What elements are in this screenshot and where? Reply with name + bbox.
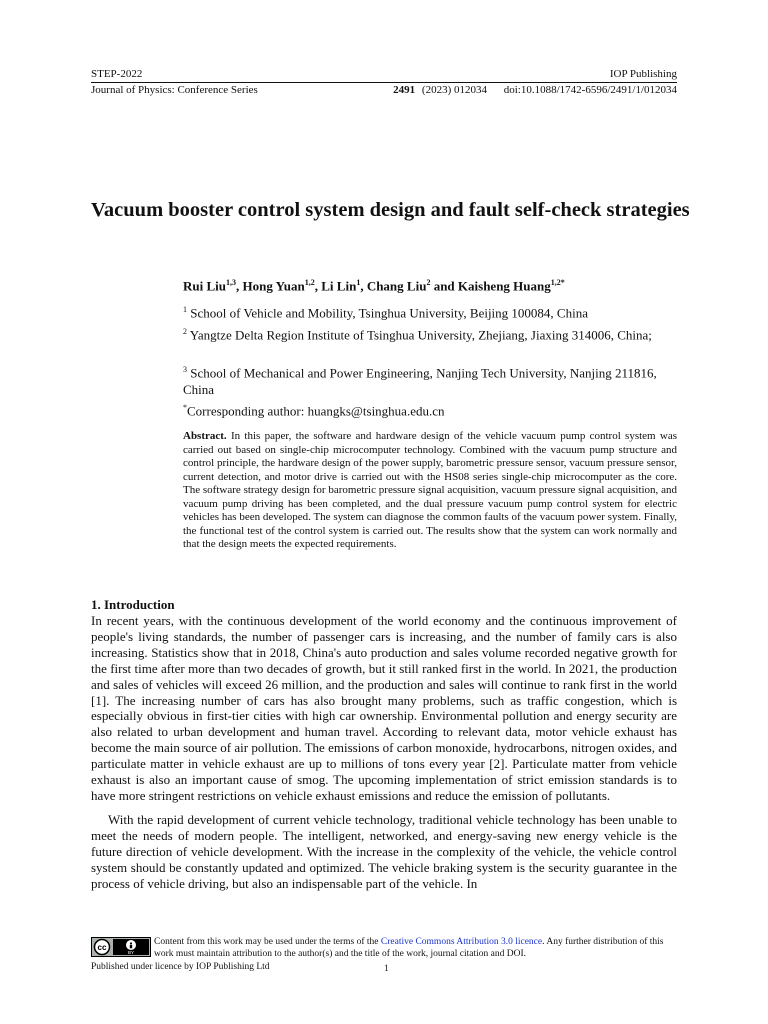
affiliation-mark: 3 [183, 365, 187, 374]
journal-name: Journal of Physics: Conference Series [91, 84, 258, 96]
conference-name: STEP-2022 [91, 68, 143, 80]
affiliation-mark: * [183, 403, 187, 412]
page-number: 1 [384, 964, 389, 974]
abstract-text: In this paper, the software and hardware design of the vehicle vacuum pump control system was carried out based on single-chip microcomputer technology. Combined with the vacuum pump structure and control principle, the hardware design of the power supply, barometric pressure sensor, vacuum pressure sensor, current detection, and motor drive is carried out with the HS08 series single-chip microcomputer as the core. The software strategy design for barometric pressure signal acquisition, vacuum pressure signal acquisition, and vacuum pump driving has been completed, and the dual pressure vacuum pump control system for electric vehicles has been developed. The system can diagnose the common faults of the vacuum power system. Finally, the functional test of the control system is carried out. The results show that the system can work normally and that the design meets the expected requirements. [183, 430, 678, 550]
author-affiliation-mark: 2 [426, 278, 431, 287]
author-separator: , [314, 278, 322, 294]
author-affiliation-mark: 1,2* [550, 278, 565, 287]
paragraph-1: In recent years, with the continuous development of the world economy and the continuous improvement of people's living standards, the number of passenger cars is increasing, and the number of family cars is also increasing. Statistics show that in 2018, China's auto production and sales volume recorded negative growth for the first time after more than two decades of growth, but it still ranked first in the world. In 2021, the production and sales of vehicles will exceed 26 million, and the production and sales will continue to rank first in the world [1]. The increasing number of cars has also brought many problems, such as traffic congestion, which is especially obvious in first-tier cities with high car ownership. Environmental pollution and energy security are also related to urban development and human travel. According to relevant data, motor vehicle exhaust has become the main source of air pollution. The emissions of carbon monoxide, hydrocarbons, nitrogen oxides, and particulate matter in vehicle exhaust are up to millions of tons every year [2]. Particulate matter from vehicle exhaust is also an important cause of smog. The upcoming implementation of strict emission standards is to have more stringent restrictions on vehicle exhaust emissions and reduce the emission of pollutants. [91, 613, 677, 803]
affiliation-mark: 1 [183, 305, 187, 314]
affiliation-3 [183, 361, 663, 398]
corresponding-author-text: Corresponding author: huangks@tsinghua.edu.cn [187, 403, 445, 419]
volume-number: 2491 [393, 84, 416, 96]
svg-text:BY: BY [127, 950, 135, 956]
affiliation-mark: 2 [183, 327, 187, 336]
header-rule [91, 82, 677, 83]
paper-title: Vacuum booster control system design and fault self-check strategies [91, 199, 690, 221]
author-separator: , [360, 278, 367, 294]
svg-text:cc: cc [97, 943, 107, 952]
author-separator: , [236, 278, 243, 294]
author-name: Hong Yuan [242, 278, 305, 294]
affiliation-text: School of Mechanical and Power Engineering, Nanjing Tech University, Nanjing 211816, China [183, 365, 657, 398]
running-header-bottom [91, 84, 677, 97]
published-under-licence: Published under licence by IOP Publishing Ltd [91, 962, 270, 972]
author-name: Li Lin [321, 278, 357, 294]
author-affiliation-mark: 1,2 [304, 278, 315, 287]
paragraph-2: With the rapid development of current vehicle technology, traditional vehicle technology has been unable to meet the needs of modern people. The intelligent, networked, and energy-saving new energy vehicle is the future direction of vehicle development. With the increase in the complexity of the vehicle, the vehicle control system should be constantly updated and optimized. The vehicle braking system is the security guarantee in the process of vehicle driving, but also an indispensable part of the vehicle. In [91, 812, 677, 891]
license-text-post: . Any further distribution of this work must maintain attribution to the author(s) and the title of the work, journal citation and DOI. [154, 937, 664, 959]
affiliation-1 [183, 301, 663, 321]
affiliation-text: Yangtze Delta Region Institute of Tsinghua University, Zhejiang, Jiaxing 314006, China; [189, 327, 652, 343]
license-notice [154, 937, 678, 960]
running-header-top [91, 68, 677, 81]
affiliation-2 [183, 323, 663, 343]
author-separator: and [430, 278, 458, 294]
affiliation-text: School of Vehicle and Mobility, Tsinghua University, Beijing 100084, China [190, 305, 588, 321]
section-heading: 1. Introduction [91, 597, 175, 612]
author-name: Kaisheng Huang [457, 278, 551, 294]
author-list [183, 278, 565, 294]
cc-by-license-icon[interactable] [91, 937, 151, 957]
author-affiliation-mark: 1,3 [226, 278, 236, 287]
license-text-pre: Content from this work may be used under the terms of the [154, 937, 381, 947]
year-issue: (2023) 012034 [421, 84, 487, 96]
author-name: Chang Liu [366, 278, 427, 294]
author-name: Rui Liu [183, 278, 226, 294]
publisher-name: IOP Publishing [609, 68, 677, 80]
license-link[interactable]: Creative Commons Attribution 3.0 licence [380, 937, 543, 947]
abstract [183, 430, 677, 552]
corresponding-author [183, 399, 663, 419]
doi-link[interactable]: doi:10.1088/1742-6596/2491/1/012034 [503, 84, 677, 96]
citation-info [393, 84, 677, 97]
author-affiliation-mark: 1 [356, 278, 361, 287]
abstract-label: Abstract. [183, 430, 227, 442]
